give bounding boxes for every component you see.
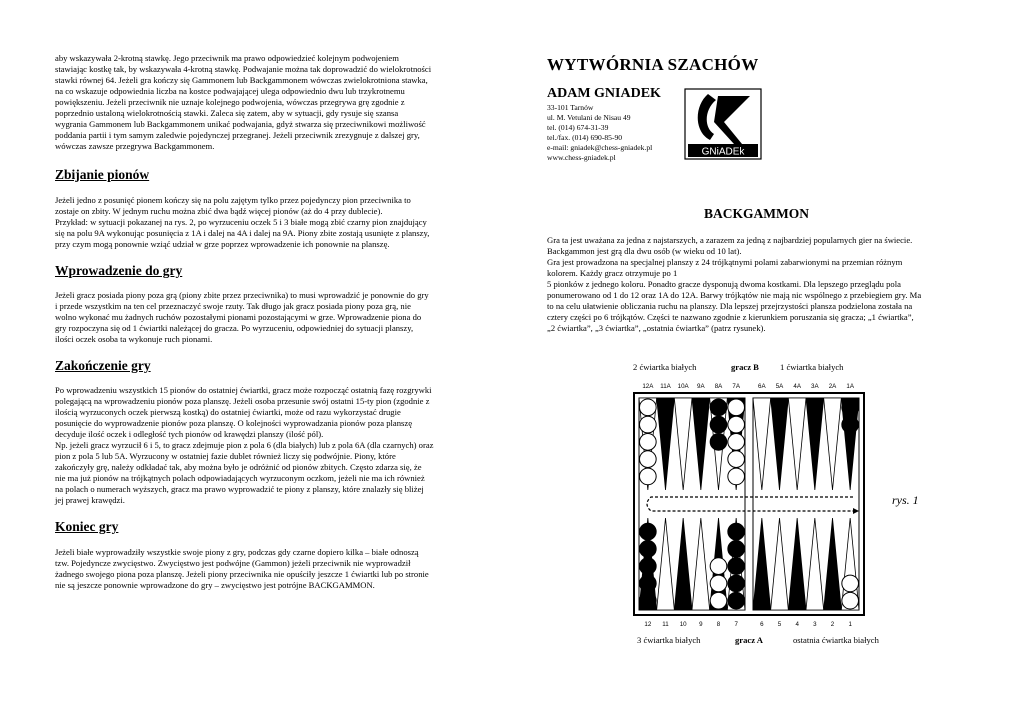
- text-line: Np. jeżeli gracz wyrzucił 6 i 5, to gracz zdejmuje pion z pola 6 (dla białych) lub z pola 6A (dla czarnych) oraz: [55, 440, 434, 450]
- point-number: 3: [813, 621, 817, 628]
- address-line: ul. M. Vetulani de Nisau 49: [547, 113, 631, 122]
- text-line: żadnego swojego piona poza planszę. Jeżeli piony przeciwnika nie opuściły jeszcze 1 ćwiartki lub po stronie: [55, 569, 429, 579]
- backgammon-title: BACKGAMMON: [704, 206, 809, 221]
- section-heading-entering: Wprowadzenie do gry: [55, 263, 183, 278]
- white-checker: [640, 399, 657, 416]
- address-line: 33-101 Tarnów: [547, 103, 594, 112]
- text-line: zostaje on zbity. W jednym ruchu można zbić dwa bądź więcej pionów (aż do 4 przy dublecie).: [55, 206, 383, 216]
- black-checker: [728, 575, 745, 592]
- text-line: Gra jest prowadzona na specjalnej planszy z 24 trójkątnymi polami zabarwionymi na przemian różnym: [547, 257, 903, 267]
- text-line: ilością wyrzuconych oczek pierwszą kostką) do ostatniej ćwiartki, może od razu wykorzystać drugie: [55, 407, 401, 417]
- point-number: 2A: [828, 383, 837, 390]
- black-checker: [640, 541, 657, 558]
- text-line: nie są jeszcze ponownie wprowadzone do gry – zwycięstwo jest potrójne BACKGAMMON.: [55, 580, 375, 590]
- section-heading-capturing: Zbijanie pionów: [55, 167, 150, 182]
- black-checker: [640, 592, 657, 609]
- text-line: nie ma już pionów na trójkątnych polach odpowiadających wyrzuconym oczkom, jeżeli nie ma ich również: [55, 473, 425, 483]
- text-line: ilości oczek osoba ta wykonuje ruch pionami.: [55, 334, 213, 344]
- bottom-left-quarter-label: 3 ćwiartka białych: [637, 635, 701, 645]
- figure-label: rys. 1: [892, 493, 919, 507]
- text-line: Gra ta jest uważana za jedna z najstarszych, a zarazem za jedną z najbardziej popularnych gier na świecie.: [547, 235, 913, 245]
- text-line: kolorem. Każdy gracz otrzymuje po 1: [547, 268, 678, 278]
- text-line: poprzednio ustaloną wielokrotnością stawki. Zaleca się zatem, aby w sytuacji, gdy rysuje się szansa: [55, 108, 399, 118]
- point-number: 3A: [811, 383, 819, 390]
- white-checker: [842, 592, 859, 609]
- address-line: tel. (014) 674-31-39: [547, 123, 609, 132]
- backgammon-board-diagram: [628, 380, 870, 628]
- text-line: zakończyły grę, należy odkładać tak, aby można było je odróżnić od pionów zbitych. Często zdarza się, że: [55, 462, 422, 472]
- intro-paragraph: [55, 53, 431, 152]
- point-number: 5A: [775, 383, 784, 390]
- black-checker: [710, 416, 727, 433]
- point-number: 6: [760, 621, 764, 628]
- point-number: 4: [795, 621, 799, 628]
- point-number: 10A: [677, 383, 689, 390]
- top-left-quarter-label: 2 ćwiartka białych: [633, 362, 697, 372]
- address-line: www.chess-gniadek.pl: [547, 153, 616, 162]
- text-line: stawki równej 64. Jeżeli gra kończy się Gammonem lub Backgammonem wówczas zwielokrotniona stawka,: [55, 75, 428, 85]
- text-line: tzw. Pojedyncze zwycięstwo. Zwycięstwo jest podwójne (Gammon) jeżeli przeciwnik nie wyprowadził: [55, 558, 411, 568]
- section-text-entering: [55, 290, 429, 345]
- gniadek-logo: [684, 88, 762, 160]
- text-line: się na polu 9A wykonując posunięcia z 1A i dalej na 4A i dalej na 9A. Piony zbite zostają usunięte z planszy,: [55, 228, 430, 238]
- top-player-label: gracz B: [731, 362, 759, 372]
- text-line: przy czym mogą ponownie wziąć udział w grze poprzez wprowadzenie ich ponownie na planszę.: [55, 239, 390, 249]
- black-checker: [710, 434, 727, 451]
- white-checker: [710, 575, 727, 592]
- point-number: 12: [644, 621, 652, 628]
- text-line: Przykład: w sytuacji pokazanej na rys. 2, po wyrzuceniu oczek 5 i 3 białe mogą zbić czarny pion znajdujący: [55, 217, 427, 227]
- black-checker: [728, 523, 745, 540]
- point-number: 10: [679, 621, 687, 628]
- white-checker: [710, 592, 727, 609]
- point-number: 7A: [732, 383, 740, 390]
- white-checker: [710, 558, 727, 575]
- point-number: 9: [699, 621, 703, 628]
- text-line: polegającą na wprowadzeniu pionów poza planszę. Jeżeli osoba przesunie swój ostatni 15-ty pion (zgodnie z: [55, 396, 430, 406]
- point-number: 2: [830, 621, 835, 628]
- point-number: 9A: [697, 383, 705, 390]
- logo-text: GNiADEk: [701, 146, 745, 158]
- black-checker: [710, 399, 727, 416]
- point-number: 11: [662, 621, 669, 628]
- black-checker: [728, 541, 745, 558]
- top-right-quarter-label: 1 ćwiartka białych: [780, 362, 844, 372]
- white-checker: [640, 468, 657, 485]
- black-checker: [640, 523, 657, 540]
- address-line: e-mail: gniadek@chess-gniadek.pl: [547, 143, 653, 152]
- white-checker: [640, 416, 657, 433]
- text-line: stawiając kostkę tak, by wskazywała 4-krotną stawkę. Podwajanie można tak doprowadzić do wielokrotności: [55, 64, 432, 74]
- black-checker: [728, 558, 745, 575]
- text-line: jej prawej krawędzi.: [55, 495, 125, 505]
- company-address: [547, 103, 652, 163]
- section-text-game-end: [55, 547, 429, 591]
- black-checker: [728, 592, 745, 609]
- point-number: 8A: [714, 383, 723, 390]
- text-line: wygrania Gammonem lub Backgammonem unikać podwajania, gdyż stwarza się przeciwnikowi możliwość: [55, 119, 426, 129]
- text-line: aby wskazywała 2-krotną stawkę. Jego przeciwnik ma prawo odpowiedzieć kolejnym podwojeniem: [55, 53, 399, 63]
- white-checker: [640, 451, 657, 468]
- point-number: 8: [716, 621, 721, 628]
- text-line: powiększeniu. Jeżeli przeciwnik nie uznaje kolejnego podwojenia, wówczas przegrywa grę zgodnie z: [55, 97, 405, 107]
- white-checker: [640, 434, 657, 451]
- point-number: 4A: [793, 383, 801, 390]
- address-line: tel./fax. (014) 690-85-90: [547, 133, 623, 142]
- text-line: na co wskazuje odpowiednia liczba na kostce podwajającej ulega odpowiednio dwu lub trzykrotnemu: [55, 86, 405, 96]
- text-line: ponumerowano od 1 do 12 oraz 1A do 12A. Barwy trójkątów nie mają nic wspólnego z przebiegiem gry. Ma: [547, 290, 922, 300]
- black-checker: [842, 416, 859, 433]
- company-name: ADAM GNIADEK: [547, 86, 661, 101]
- text-line: poddania partii i tym samym zaledwie pojedynczej przegranej. Jeżeli przeciwnik zrezygnuje z dalszej gry,: [55, 130, 420, 140]
- text-line: wówczas zawsze przegrywa Backgammonem.: [55, 141, 215, 151]
- text-line: gry rozpoczyna się od 1 ćwiartki należącej do gracza. Po wyrzuceniu, odpowiedniej do sytuacji planszy,: [55, 323, 414, 333]
- text-line: to na celu ułatwienie obliczania ruchu na planszy. Dla lepszej przejrzystości plansza podzielona została na: [547, 301, 913, 311]
- text-line: na polach o numerach wyższych, gracz ma prawo wyprowadzić te piony z planszy, które znalazły się bliżej: [55, 484, 424, 494]
- black-checker: [640, 575, 657, 592]
- point-number: 6A: [758, 383, 766, 390]
- point-number: 12A: [642, 383, 654, 390]
- white-checker: [728, 451, 745, 468]
- white-checker: [728, 468, 745, 485]
- white-checker: [728, 416, 745, 433]
- bottom-player-label: gracz A: [735, 635, 763, 645]
- text-line: Backgammon jest grą dla dwu osób (w wieku od 10 lat).: [547, 246, 742, 256]
- bottom-right-quarter-label: ostatnia ćwiartka białych: [793, 635, 879, 645]
- text-line: posunięcie do wyprowadzenie pionów poza planszę. O kolejności wyprowadzania pionów poza planszę: [55, 418, 413, 428]
- text-line: decyduje ilość oczek i odległość tych pionów od krawędzi planszy (ilość pól).: [55, 429, 324, 439]
- section-text-capturing: [55, 195, 429, 250]
- black-checker: [842, 399, 859, 416]
- text-line: Jeżeli gracz posiada piony poza grą (piony zbite przez przeciwnika) to musi wprowadzić je ponownie do gry: [55, 290, 429, 300]
- text-line: Po wprowadzeniu wszystkich 15 pionów do ostatniej ćwiartki, gracz może rozpocząć ostatnią fazę rozgrywki: [55, 385, 432, 395]
- point-number: 1A: [846, 383, 854, 390]
- text-line: i przede wszystkim na ten cel przeznaczyć swoje rzuty. Tak długo jak gracz posiada piony poza grą, nie: [55, 301, 411, 311]
- text-line: Jeżeli jedno z posunięć pionem kończy się na polu zajętym tylko przez pojedynczy pion przeciwnika to: [55, 195, 411, 205]
- text-line: pion z pola 5 lub 5A. Wyrzucony w ostatniej fazie dublet również liczy się podwójnie. Piony, które: [55, 451, 396, 461]
- point-number: 5: [777, 621, 782, 628]
- text-line: „2 ćwiartka”, „3 ćwiartka”, „ostatnia ćwiartka” (patrz rysunek).: [547, 323, 766, 333]
- backgammon-intro: [547, 235, 921, 334]
- white-checker: [842, 575, 859, 592]
- text-line: 5 pionków z jednego koloru. Ponadto gracze dysponują dwoma kostkami. Dla lepszego przeglądu pola: [547, 279, 901, 289]
- section-heading-ending: Zakończenie gry: [55, 358, 151, 373]
- white-checker: [728, 399, 745, 416]
- manufacturer-title: WYTWÓRNIA SZACHÓW: [547, 55, 759, 74]
- text-line: cztery części po 6 trójkątów. Części te nazwano zgodnie z kierunkiem poruszania się gracza; „1 ćwiartka”,: [547, 312, 914, 322]
- section-text-ending: [55, 385, 433, 506]
- white-checker: [728, 434, 745, 451]
- text-line: Jeżeli białe wyprowadziły wszystkie swoje piony z gry, podczas gdy czarne dopiero kilka – białe odnoszą: [55, 547, 419, 557]
- point-number: 11A: [660, 383, 671, 390]
- point-number: 1: [848, 621, 852, 628]
- black-checker: [640, 558, 657, 575]
- point-number: 7: [734, 621, 738, 628]
- section-heading-game-end: Koniec gry: [55, 519, 119, 534]
- text-line: wolno wykonać mu żadnych ruchów pozostałymi pionami pozostającymi w grze. Wprowadzenie piona do: [55, 312, 422, 322]
